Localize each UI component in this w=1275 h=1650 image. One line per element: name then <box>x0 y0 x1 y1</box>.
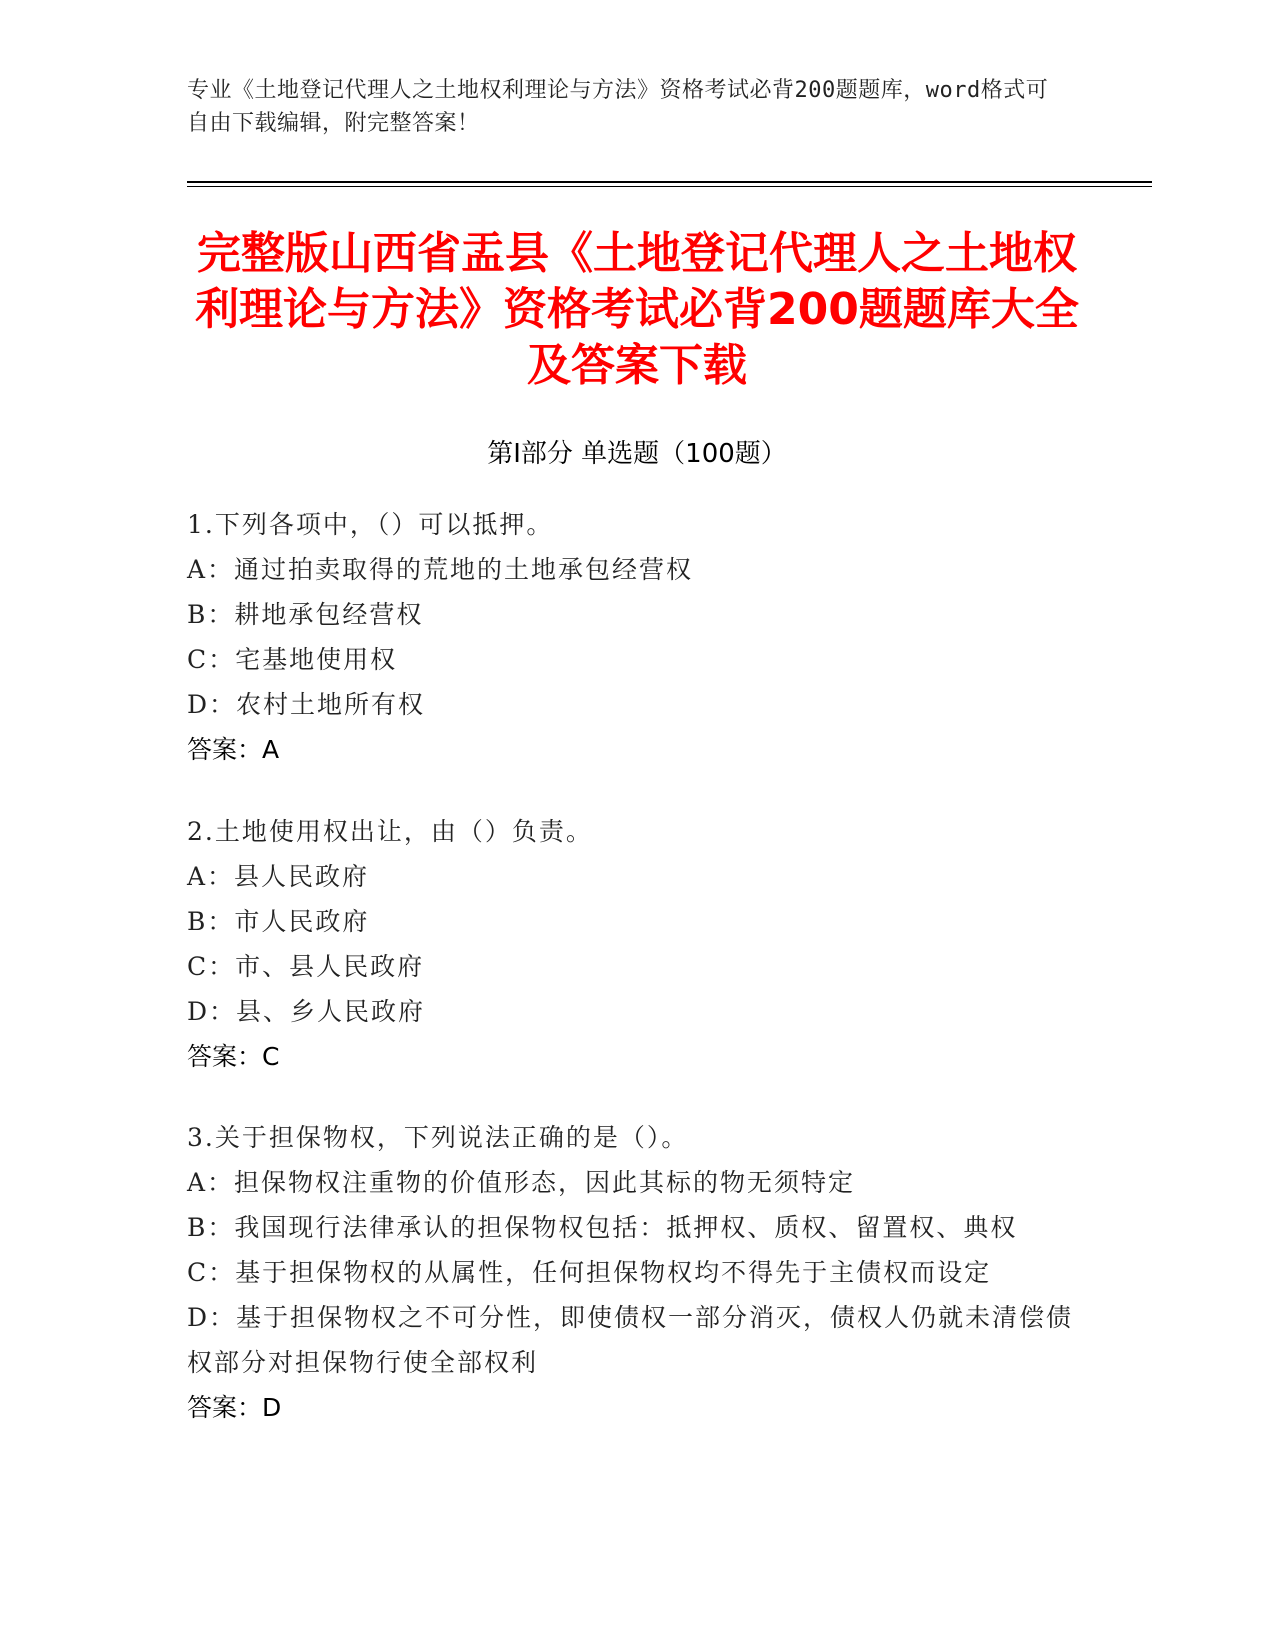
header-rule-thick <box>187 181 1152 183</box>
option-c: C：市、县人民政府 <box>187 952 425 981</box>
answer: 答案：A <box>187 735 280 764</box>
question-1 <box>187 502 1087 772</box>
document-title: 完整版山西省盂县《土地登记代理人之土地权利理论与方法》资格考试必背200题题库大全及答案下载 <box>195 228 1079 391</box>
option-d: D：农村土地所有权 <box>187 690 426 719</box>
section-title: 第I部分 单选题（100题） <box>487 439 787 469</box>
header-note: 专业《土地登记代理人之土地权利理论与方法》资格考试必背200题题库，word格式可自由下载编辑，附完整答案！ <box>187 78 1049 136</box>
option-a: A：担保物权注重物的价值形态，因此其标的物无须特定 <box>187 1168 856 1197</box>
header-rule-thin <box>187 186 1152 187</box>
option-d: D：基于担保物权之不可分性，即使债权一部分消灭，债权人仍就未清偿债权部分对担保物行使全部权利 <box>187 1303 1074 1377</box>
question-stem: 3.关于担保物权，下列说法正确的是（）。 <box>187 1123 689 1152</box>
question-stem: 2.土地使用权出让，由（）负责。 <box>187 817 593 846</box>
question-2 <box>187 809 1087 1079</box>
option-b: B：我国现行法律承认的担保物权包括：抵押权、质权、留置权、典权 <box>187 1213 1018 1242</box>
question-3 <box>187 1115 1087 1430</box>
option-b: B：市人民政府 <box>187 907 370 936</box>
option-d: D：县、乡人民政府 <box>187 997 426 1026</box>
option-c: C：宅基地使用权 <box>187 645 398 674</box>
question-stem: 1.下列各项中，（）可以抵押。 <box>187 510 554 539</box>
option-a: A：县人民政府 <box>187 862 370 891</box>
option-b: B：耕地承包经营权 <box>187 600 424 629</box>
answer: 答案：D <box>187 1393 282 1422</box>
option-c: C：基于担保物权的从属性，任何担保物权均不得先于主债权而设定 <box>187 1258 992 1287</box>
answer: 答案：C <box>187 1042 280 1071</box>
option-a: A：通过拍卖取得的荒地的土地承包经营权 <box>187 555 694 584</box>
